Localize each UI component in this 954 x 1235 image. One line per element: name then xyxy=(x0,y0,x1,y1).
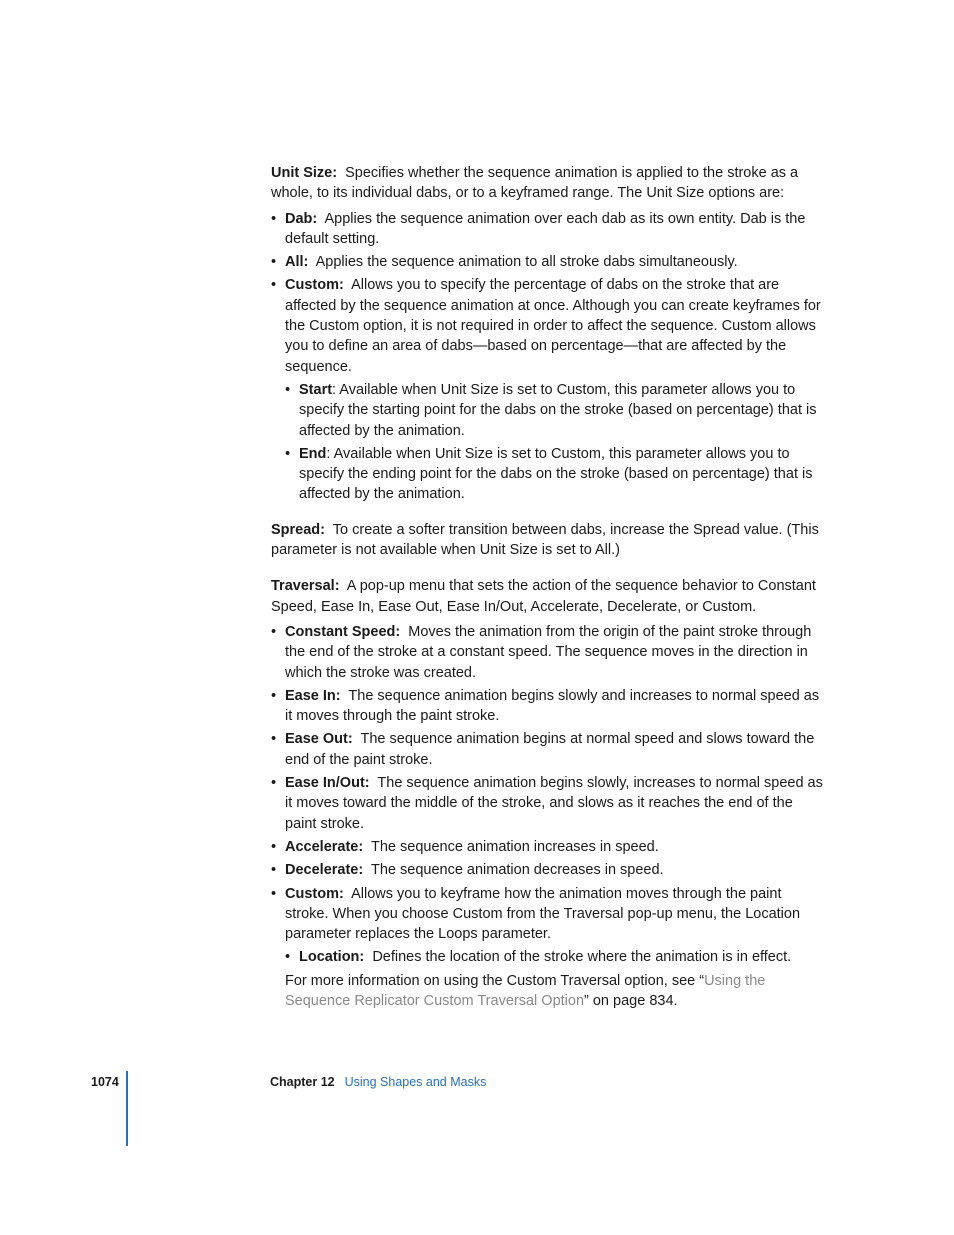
list-item xyxy=(271,837,827,857)
item-text: : Available when Unit Size is set to Custom, this parameter allows you to specify the ending point for the dabs on the stroke (based on percentage) that is affected by the animation. xyxy=(299,445,813,503)
list-item xyxy=(271,686,827,727)
bullet: • xyxy=(271,731,277,748)
item-term: All: xyxy=(285,254,309,271)
bullet: • xyxy=(271,775,277,792)
bullet: • xyxy=(285,445,291,462)
list-item xyxy=(271,252,827,272)
traversal-text: A pop-up menu that sets the action of the sequence behavior to Constant Speed, Ease In, Ease Out, Ease In/Out, Accelerate, Decelerate, or Custom. xyxy=(271,578,816,615)
list-item xyxy=(271,622,827,683)
item-term: Custom: xyxy=(285,885,344,902)
cross-reference-link[interactable]: Using the Sequence Replicator Custom Traversal Option xyxy=(285,972,766,1009)
bullet: • xyxy=(285,949,291,966)
unit-size-options xyxy=(271,209,827,505)
traversal-term: Traversal: xyxy=(271,578,340,595)
item-term: Constant Speed: xyxy=(285,623,401,640)
bullet: • xyxy=(271,210,277,227)
custom-traversal-suboptions xyxy=(285,947,827,967)
list-item xyxy=(271,209,827,250)
item-text: Allows you to specify the percentage of dabs on the stroke that are affected by the sequence animation at once. Although you can create keyframes for the Custom option, it is not required in order to affect the sequence. Custom allows you to define an area of dabs—based on percentage—that are affected by the sequence. xyxy=(285,277,821,375)
list-item xyxy=(285,380,827,441)
bullet: • xyxy=(271,687,277,704)
bullet: • xyxy=(271,862,277,879)
item-text: The sequence animation increases in speed. xyxy=(370,838,659,855)
item-term: Custom: xyxy=(285,277,344,294)
item-text: Applies the sequence animation over each dab as its own entity. Dab is the default setting. xyxy=(285,210,806,247)
item-text: : Available when Unit Size is set to Custom, this parameter allows you to specify the starting point for the dabs on the stroke (based on percentage) that is affected by the animation. xyxy=(299,381,817,439)
chapter-label: Chapter 12 xyxy=(270,1075,335,1089)
traversal-paragraph xyxy=(271,576,827,617)
bullet: • xyxy=(285,381,291,398)
item-text: The sequence animation begins slowly, increases to normal speed as it moves toward the middle of the stroke, and slows as it reaches the end of the paint stroke. xyxy=(285,775,823,832)
item-text: Applies the sequence animation to all stroke dabs simultaneously. xyxy=(315,254,738,271)
spread-paragraph xyxy=(271,520,827,561)
chapter-title-link[interactable]: Using Shapes and Masks xyxy=(344,1075,487,1089)
list-item xyxy=(271,860,827,880)
spread-term: Spread: xyxy=(271,521,325,538)
note-before: For more information on using the Custom Traversal option, see “ xyxy=(285,972,705,989)
bullet: • xyxy=(271,623,277,640)
bullet: • xyxy=(271,885,277,902)
page-number: 1074 xyxy=(91,1075,119,1089)
item-term: End xyxy=(299,445,327,462)
bullet: • xyxy=(271,254,277,271)
item-text: Defines the location of the stroke where the animation is in effect. xyxy=(372,949,792,966)
note-after: ” on page 834. xyxy=(584,992,678,1009)
item-text: The sequence animation decreases in speed. xyxy=(370,862,664,879)
item-term: Accelerate: xyxy=(285,838,364,855)
list-item xyxy=(271,275,827,504)
unit-size-paragraph xyxy=(271,163,827,204)
list-item xyxy=(271,729,827,770)
custom-suboptions xyxy=(285,380,827,505)
footer-chapter xyxy=(270,1072,486,1092)
item-text: Moves the animation from the origin of the paint stroke through the end of the stroke at a constant speed. The sequence moves in the direction in which the stroke was created. xyxy=(285,623,812,681)
list-item xyxy=(271,884,827,1012)
bullet: • xyxy=(271,838,277,855)
item-term: Location: xyxy=(299,949,365,966)
traversal-options xyxy=(271,622,827,1011)
item-term: Ease Out: xyxy=(285,731,353,748)
item-text: The sequence animation begins at normal speed and slows toward the end of the paint stroke. xyxy=(285,731,815,768)
bullet: • xyxy=(271,277,277,294)
item-term: Ease In: xyxy=(285,687,341,704)
item-text: The sequence animation begins slowly and increases to normal speed as it moves through the paint stroke. xyxy=(285,687,820,725)
list-item xyxy=(285,947,827,967)
list-item xyxy=(271,773,827,834)
unit-size-text: Specifies whether the sequence animation is applied to the stroke as a whole, to its individual dabs, or to a keyframed range. The Unit Size options are: xyxy=(271,165,799,202)
unit-size-term: Unit Size: xyxy=(271,165,338,181)
item-text: Allows you to keyframe how the animation moves through the paint stroke. When you choose Custom from the Traversal pop-up menu, the Location parameter replaces the Loops parameter. xyxy=(285,885,801,943)
item-term: Ease In/Out: xyxy=(285,775,370,792)
item-term: Decelerate: xyxy=(285,862,364,879)
item-term: Start xyxy=(299,381,333,398)
spread-text: To create a softer transition between dabs, increase the Spread value. (This parameter is not available when Unit Size is set to All.) xyxy=(271,521,819,559)
more-info-note xyxy=(285,971,827,1012)
document-body xyxy=(271,163,827,1014)
item-term: Dab: xyxy=(285,210,318,227)
list-item xyxy=(285,444,827,505)
footer-divider xyxy=(126,1071,128,1146)
